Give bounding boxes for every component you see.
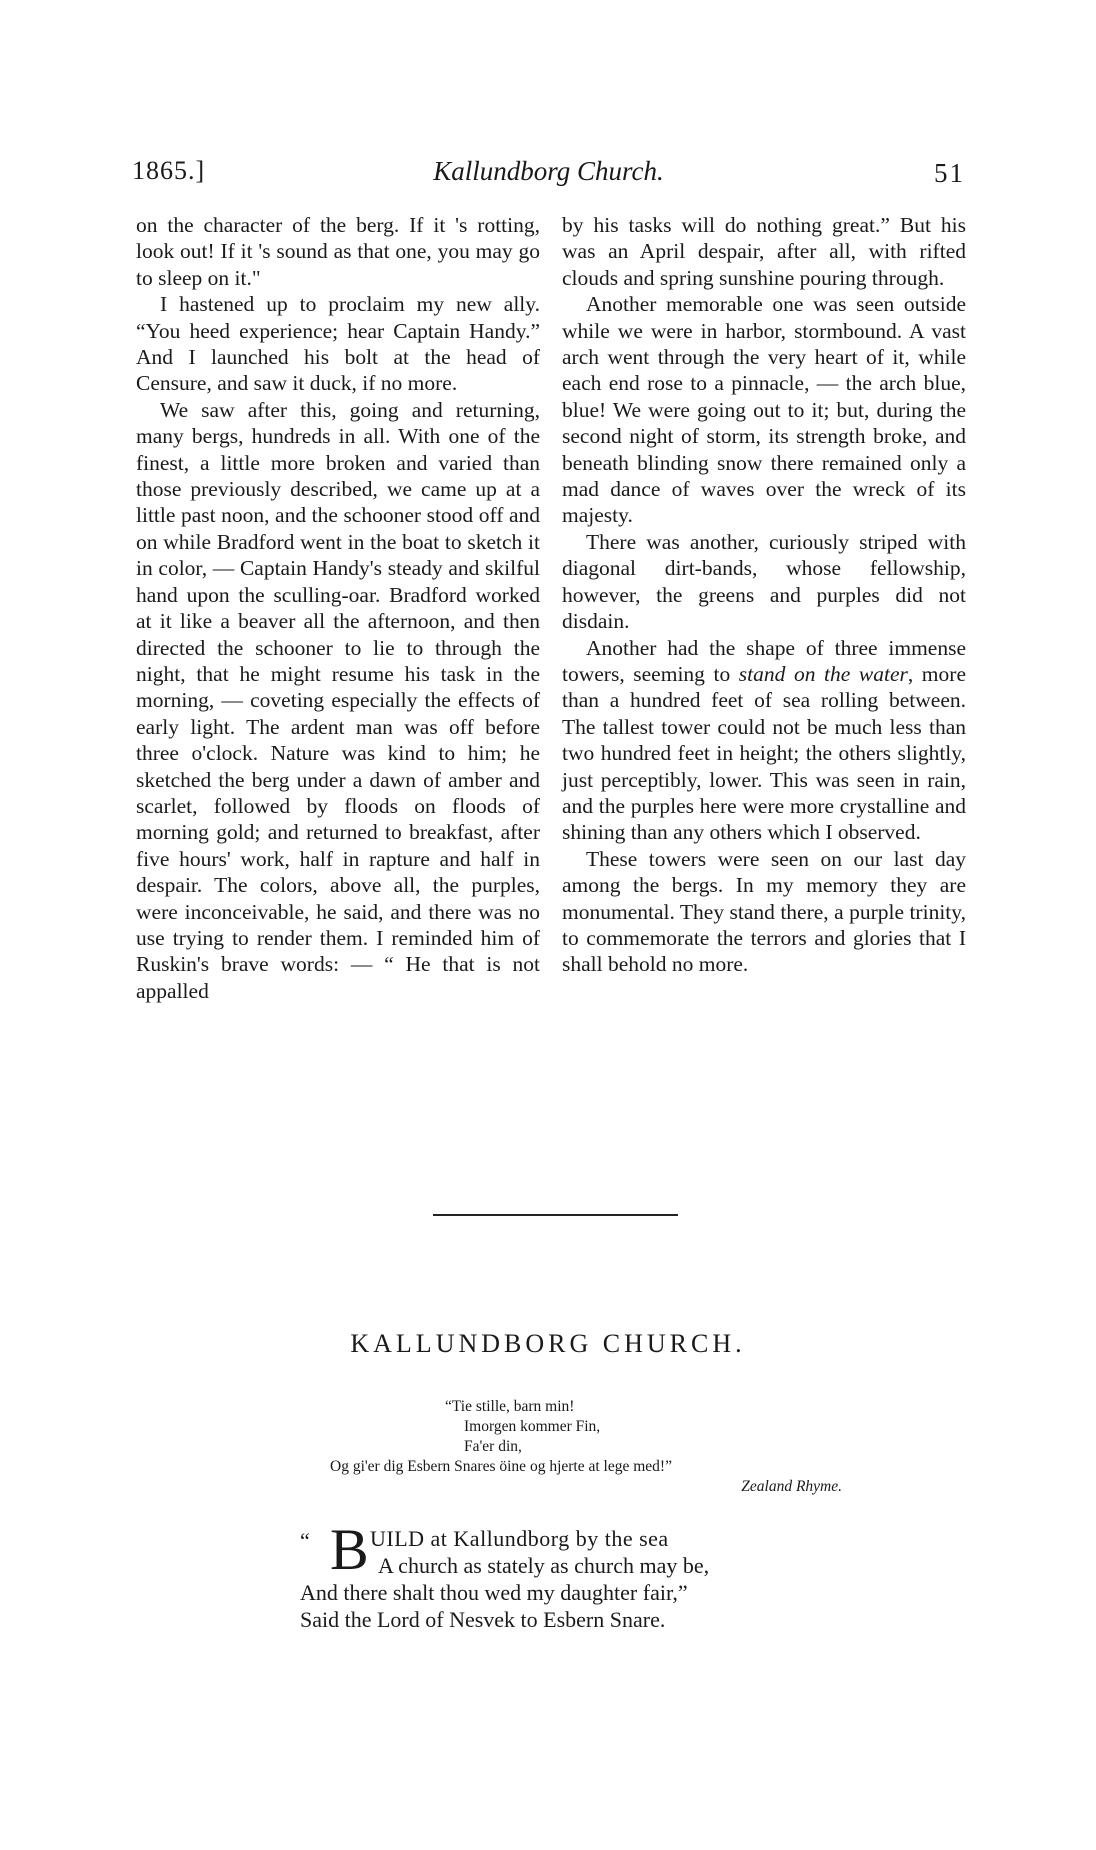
text-run: , more than a hundred feet of sea rolling between. The tallest tower could not be much less than two hundred feet in height; the others slightly, just perceptibly, lower. This was seen in rain, and the purples here were more crystalline and shining than any others which I observed.: [562, 661, 966, 845]
epigraph-line: Imorgen kommer Fin,: [464, 1418, 601, 1435]
paragraph: We saw after this, going and returning, many bergs, hundreds in all. With one of the finest, a little more broken and varied than those previously described, we came up at a little past noon, and the schooner stood off and on while Bradford went in the boat to sketch it in color, — Captain Handy's steady and skilful hand upon the sculling-oar. Bradford worked at it like a beaver all the afternoon, and then directed the schooner to lie to through the night, that he might resume his task in the morning, — coveting especially the effects of early light. The ardent man was off before three o'clock. Nature was kind to him; he sketched the berg under a dawn of amber and scarlet, followed by floods on floods of morning gold; and returned to breakfast, after five hours' work, half in rapture and half in despair. The colors, above all, the purples, were inconceivable, he said, and there was no use trying to render them. I reminded him of Ruskin's brave words: — “ He that is not appalled: [136, 397, 540, 1003]
verse-line: A church as stately as church may be,: [378, 1553, 710, 1578]
right-column: [562, 212, 966, 978]
text-run: Another had the shape of three immense towers, seeming to: [562, 635, 966, 686]
running-head-year: 1865.]: [132, 156, 206, 185]
paragraph: I hastened up to proclaim my new ally. “You heed experience; hear Captain Handy.” And I launched his bolt at the head of Censure, and saw it duck, if no more.: [136, 292, 540, 396]
epigraph-line: Fa'er din,: [464, 1438, 522, 1455]
paragraph: Another memorable one was seen outside while we were in harbor, stormbound. A vast arch went through the very heart of it, while each end rose to a pinnacle, — the arch blue, blue! We were going out to it; but, during the second night of storm, its strength broke, and beneath blinding snow there remained only a mad dance of waves over the wreck of its majesty.: [562, 292, 966, 528]
paragraph: These towers were seen on our last day among the bergs. In my memory they are monumental. They stand there, a purple trinity, to commemorate the terrors and glories that I shall behold no more.: [562, 846, 966, 977]
poem-title: KALLUNDBORG CHURCH.: [350, 1329, 746, 1358]
epigraph-attribution: Zealand Rhyme.: [741, 1478, 842, 1495]
verse-line: And there shalt thou wed my daughter fair,”: [300, 1580, 688, 1605]
epigraph-line: Og gi'er dig Esbern Snares öine og hjerte at lege med!”: [330, 1458, 672, 1475]
italic-phrase: stand on the water: [738, 661, 908, 686]
paragraph: [562, 635, 966, 846]
section-divider: [433, 1214, 678, 1216]
paragraph: There was another, curiously striped with diagonal dirt-bands, whose fellowship, however, the greens and purples did not disdain.: [562, 529, 966, 634]
epigraph-line: “Tie stille, barn min!: [445, 1398, 575, 1415]
verse-line: Said the Lord of Nesvek to Esbern Snare.: [300, 1607, 666, 1632]
opening-quote: “: [300, 1528, 310, 1553]
page-number: 51: [934, 158, 965, 188]
epigraph: [330, 1397, 850, 1497]
paragraph: by his tasks will do nothing great.” But his was an April despair, after all, with rifted clouds and spring sunshine pouring through.: [562, 213, 966, 290]
running-head: [132, 156, 965, 196]
paragraph: on the character of the berg. If it 's rotting, look out! If it 's sound as that one, you may go to sleep on it.": [136, 213, 540, 290]
poem-verse: [300, 1517, 860, 1633]
verse-line-text: UILD at Kallundborg by the sea: [370, 1526, 669, 1551]
left-column: [136, 212, 540, 1004]
drop-cap: B: [330, 1517, 369, 1582]
running-head-title: Kallundborg Church.: [433, 156, 664, 186]
